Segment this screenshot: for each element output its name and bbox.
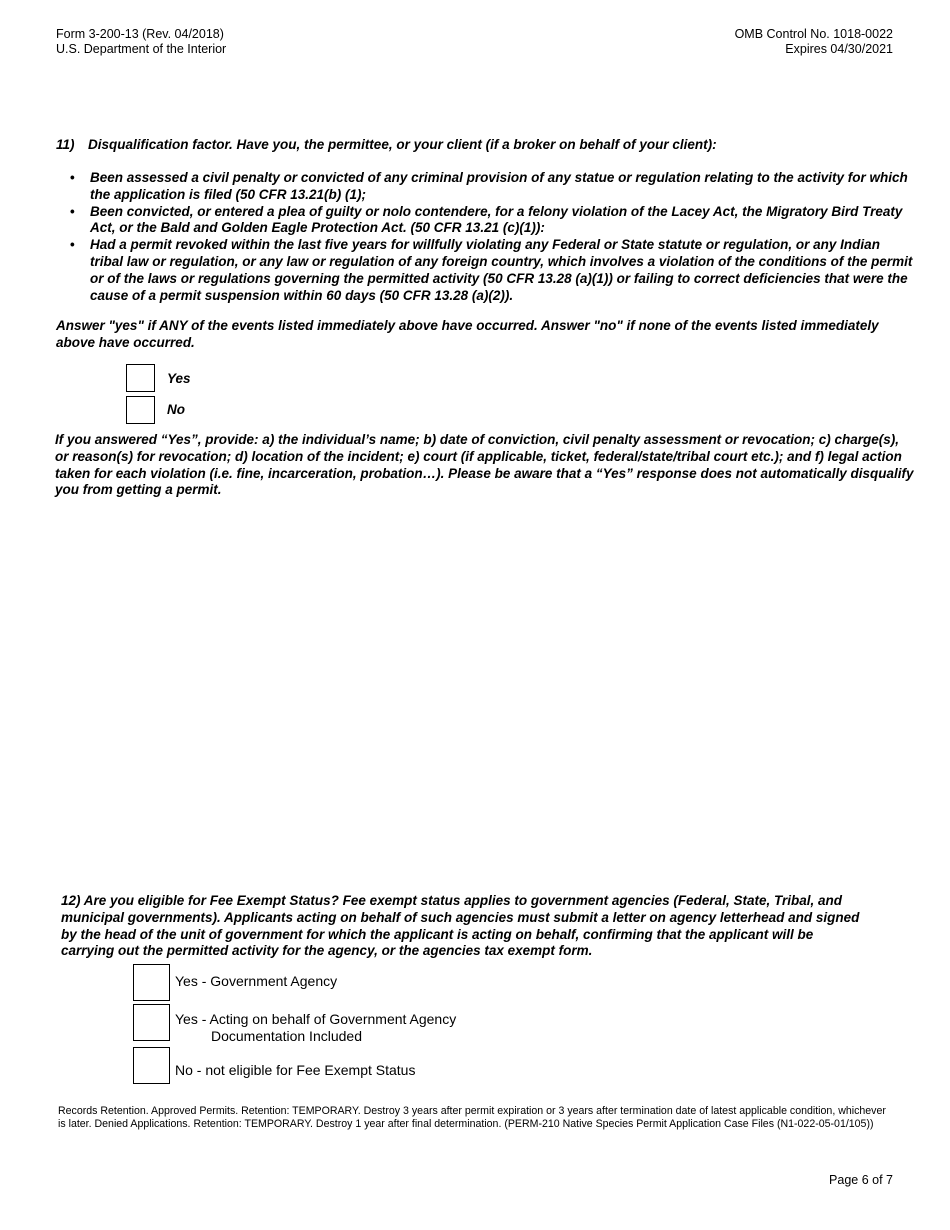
answer-instructions: Answer "yes" if ANY of the events listed immediately above have occurred. Answer "no" if none of the events listed immediately above have occurred. bbox=[56, 318, 879, 351]
acting-on-behalf-label: Yes - Acting on behalf of Government Agency bbox=[175, 1011, 457, 1027]
documentation-included-label: Documentation Included bbox=[211, 1028, 362, 1044]
question-11 bbox=[56, 137, 916, 352]
not-eligible-label: No - not eligible for Fee Exempt Status bbox=[175, 1062, 416, 1078]
form-number: Form 3-200-13 (Rev. 04/2018) bbox=[56, 27, 224, 41]
yes-checkbox[interactable] bbox=[126, 364, 155, 392]
question-11-number: 11) bbox=[56, 137, 75, 152]
expiration-date: Expires 04/30/2021 bbox=[785, 42, 893, 56]
form-header-left bbox=[56, 27, 226, 57]
page-number: Page 6 of 7 bbox=[829, 1173, 893, 1187]
records-retention-note: Records Retention. Approved Permits. Retention: TEMPORARY. Destroy 3 years after permit expiration or 3 years after termination date of latest applicable condition, whichever is later. Denied Applications. Retention: TEMPORARY. Destroy 1 year after final determination. (PERM-210 Native Species Permit Application Case Files (N1-022-05-01/105)) bbox=[58, 1105, 886, 1130]
acting-on-behalf-checkbox[interactable] bbox=[133, 1004, 170, 1041]
list-item: • Been convicted, or entered a plea of guilty or nolo contendere, for a felony violation of the Lacey Act, the Migratory Bird Treaty Act, or the Bald and Golden Eagle Protection Act. (50 CFR 13.21 (c)(1)): bbox=[90, 204, 916, 238]
question-12-text: 12) Are you eligible for Fee Exempt Status? Fee exempt status applies to government agencies (Federal, State, Tribal, and municipal governments). Applicants acting on behalf of such agencies must submit a letter on agency letterhead and signed by the head of the unit of government for which the applicant is acting on behalf, confirming that the applicant will be carrying out the permitted activity for the agency, or the agencies tax exempt form. bbox=[61, 893, 860, 959]
no-label: No bbox=[167, 402, 185, 417]
list-item: • Had a permit revoked within the last five years for willfully violating any Federal or State statute or regulation, or any Indian tribal law or regulation, or any law or regulation of any foreign country, which involves a violation of the conditions of the permit or of the laws or regulations governing the permitted activity (50 CFR 13.28 (a)(1)) or failing to correct deficiencies that were the cause of a permit suspension within 60 days (50 CFR 13.28 (a)(2)). bbox=[90, 237, 916, 304]
government-agency-label: Yes - Government Agency bbox=[175, 973, 338, 989]
disqualification-list bbox=[56, 170, 916, 304]
question-11-title bbox=[56, 137, 916, 153]
question-11-options bbox=[126, 364, 246, 428]
no-checkbox[interactable] bbox=[126, 396, 155, 424]
yes-explanation-instructions: If you answered “Yes”, provide: a) the individual’s name; b) date of conviction, civil penalty assessment or revocation; c) charge(s), or reason(s) for revocation; d) location of the incident; e) court (if applicable, ticket, federal/state/tribal court etc.); and f) legal action taken for each violation (i.e. fine, incarceration, probation…). Please be aware that a “Yes” response does not automatically disqualify you from getting a permit. bbox=[55, 432, 914, 498]
yes-label: Yes bbox=[167, 371, 191, 386]
department-name: U.S. Department of the Interior bbox=[56, 42, 227, 56]
not-eligible-checkbox[interactable] bbox=[133, 1047, 170, 1084]
omb-control-number: OMB Control No. 1018-0022 bbox=[734, 27, 893, 41]
form-header-right bbox=[735, 27, 893, 57]
list-item: • Been assessed a civil penalty or convicted of any criminal provision of any statue or regulation relating to the activity for which the application is filed (50 CFR 13.21(b) (1); bbox=[90, 170, 916, 204]
question-11-text: Disqualification factor. Have you, the permittee, or your client (if a broker on behalf of your client): bbox=[88, 137, 717, 152]
government-agency-checkbox[interactable] bbox=[133, 964, 170, 1001]
